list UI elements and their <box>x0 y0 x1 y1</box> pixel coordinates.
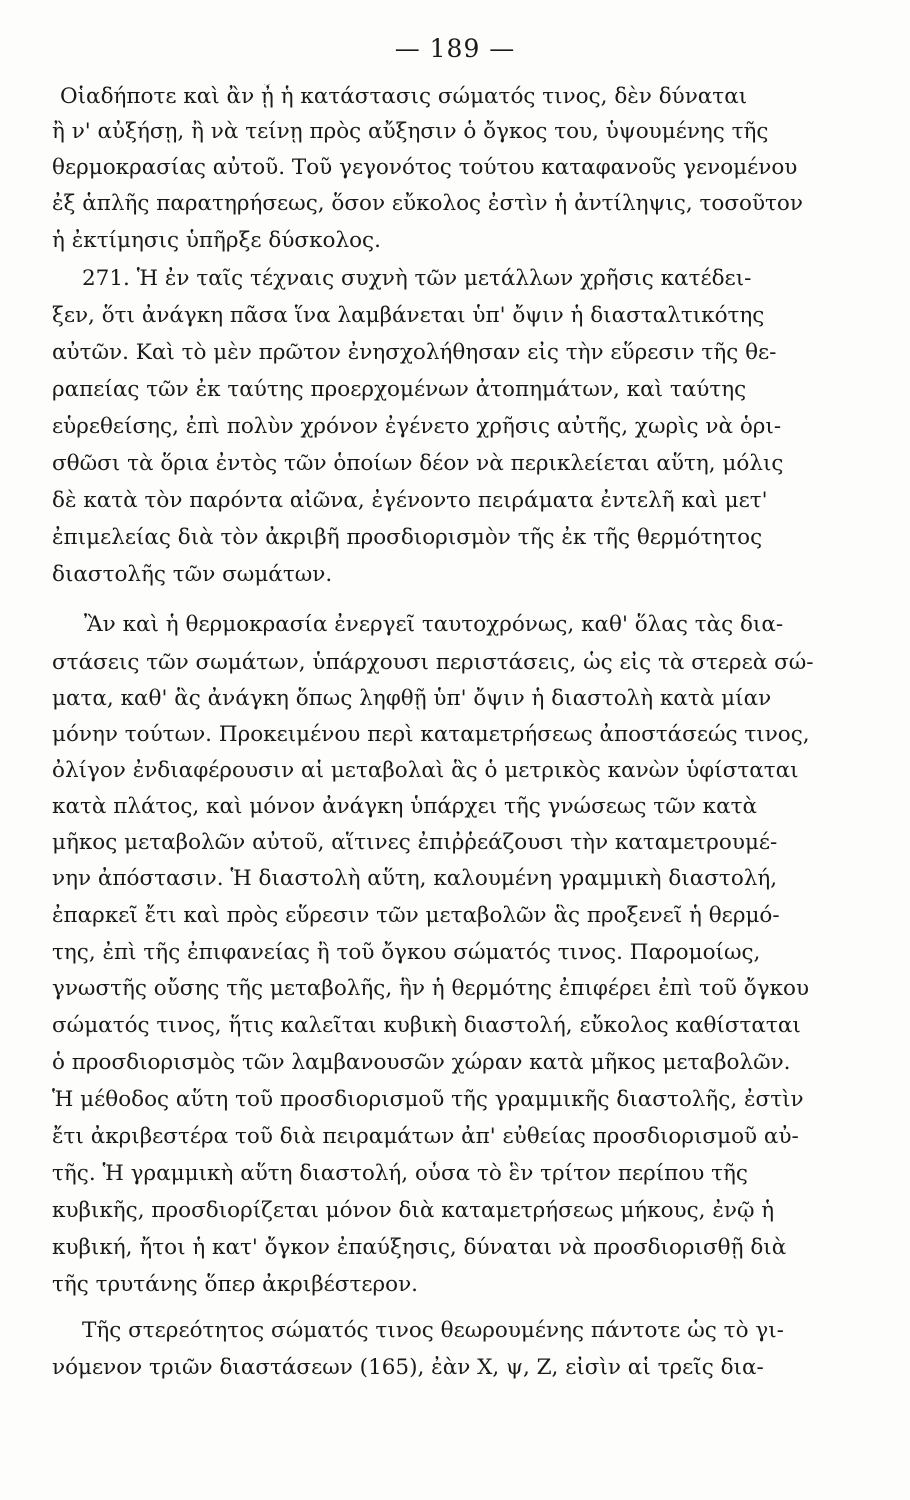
page-number: — 189 — <box>394 34 516 63</box>
text-line: δὲ κατὰ τὸν παρόντα αἰῶνα, ἐγένοντο πειράματα ἐντελῆ καὶ μετ' <box>52 488 768 513</box>
text-line: ὀλίγον ἐνδιαφέρουσιν αἱ μεταβολαὶ ἃς ὁ μετρικὸς κανὼν ὑφίσταται <box>52 758 799 783</box>
text-line: ἐπαρκεῖ ἔτι καὶ πρὸς εὕρεσιν τῶν μεταβολῶν ἃς προξενεῖ ἡ θερμό- <box>52 903 780 928</box>
text-line: αὐτῶν. Καὶ τὸ μὲν πρῶτον ἐνησχολήθησαν εἰς τὴν εὕρεσιν τῆς θε- <box>52 340 777 365</box>
text-line: σώματός τινος, ἥτις καλεῖται κυβικὴ διαστολή, εὔκολος καθίσταται <box>52 1013 801 1038</box>
text-line: 271. Ἡ ἐν ταῖς τέχναις συχνὴ τῶν μετάλλων χρῆσις κατέδει- <box>82 266 752 291</box>
text-line: Τῆς στερεότητος σώματός τινος θεωρουμένης πάντοτε ὡς τὸ γι- <box>82 1318 784 1343</box>
text-line: θερμοκρασίας αὐτοῦ. Τοῦ γεγονότος τούτου καταφανοῦς γενομένου <box>52 155 798 180</box>
text-line: ἢ ν' αὐξήσῃ, ἢ νὰ τείνῃ πρὸς αὔξησιν ὁ ὄγκος του, ὑψουμένης τῆς <box>52 119 769 144</box>
text-line: ξεν, ὅτι ἀνάγκη πᾶσα ἵνα λαμβάνεται ὑπ' ὄψιν ἡ διασταλτικότης <box>52 303 765 328</box>
text-line: εὑρεθείσης, ἐπὶ πολὺν χρόνον ἐγένετο χρῆσις αὐτῆς, χωρὶς νὰ ὁρι- <box>52 414 782 439</box>
text-line: κατὰ πλάτος, καὶ μόνον ἀνάγκη ὑπάρχει τῆς γνώσεως τῶν κατὰ <box>52 794 758 819</box>
text-line: κυβική, ἤτοι ἡ κατ' ὄγκον ἐπαύξησις, δύναται νὰ προσδιορισθῇ διὰ <box>52 1235 787 1260</box>
text-line: Οἱαδήποτε καὶ ἂν ᾖ ἡ κατάστασις σώματός τινος, δὲν δύναται <box>60 84 748 109</box>
text-line: ὁ προσδιορισμὸς τῶν λαμβανουσῶν χώραν κατὰ μῆκος μεταβολῶν. <box>52 1050 791 1075</box>
text-line: νόμενον τριῶν διαστάσεων (165), ἐὰν Χ, ψ, Ζ, εἰσὶν αἱ τρεῖς δια- <box>52 1355 764 1380</box>
text-line: διαστολῆς τῶν σωμάτων. <box>52 562 333 587</box>
text-line: σθῶσι τὰ ὅρια ἐντὸς τῶν ὁποίων δέον νὰ περικλείεται αὕτη, μόλις <box>52 451 784 476</box>
text-line: μῆκος μεταβολῶν αὐτοῦ, αἵτινες ἐπιῤῥεάζουσι τὴν καταμετρουμέ- <box>52 830 778 855</box>
text-line: ἡ ἐκτίμησις ὑπῆρξε δύσκολος. <box>52 228 381 253</box>
text-line: ματα, καθ' ἃς ἀνάγκη ὅπως ληφθῇ ὑπ' ὄψιν ἡ διαστολὴ κατὰ μίαν <box>52 686 772 711</box>
text-line: κυβικῆς, προσδιορίζεται μόνον διὰ καταμετρήσεως μήκους, ἐνῷ ἡ <box>52 1198 775 1223</box>
text-line: ραπείας τῶν ἐκ ταύτης προερχομένων ἀτοπημάτων, καὶ ταύτης <box>52 377 747 402</box>
text-line: ἐπιμελείας διὰ τὸν ἀκριβῆ προσδιορισμὸν τῆς ἐκ τῆς θερμότητος <box>52 525 763 550</box>
text-line: νην ἀπόστασιν. Ἡ διαστολὴ αὕτη, καλουμένη γραμμικὴ διαστολή, <box>52 866 778 891</box>
text-line: Ἡ μέθοδος αὕτη τοῦ προσδιορισμοῦ τῆς γραμμικῆς διαστολῆς, ἐστὶν <box>52 1087 804 1112</box>
text-line: τῆς. Ἡ γραμμικὴ αὕτη διαστολή, οὖσα τὸ ἓν τρίτον περίπου τῆς <box>52 1161 748 1186</box>
text-line: τῆς τρυτάνης ὅπερ ἀκριβέστερον. <box>52 1272 418 1297</box>
text-line: μόνην τούτων. Προκειμένου περὶ καταμετρήσεως ἀποστάσεώς τινος, <box>52 722 810 747</box>
text-line: Ἂν καὶ ἡ θερμοκρασία ἐνεργεῖ ταυτοχρόνως, καθ' ὅλας τὰς δια- <box>84 612 784 637</box>
text-line: στάσεις τῶν σωμάτων, ὑπάρχουσι περιστάσεις, ὡς εἰς τὰ στερεὰ σώ- <box>52 650 814 675</box>
text-line: ἐξ ἁπλῆς παρατηρήσεως, ὅσον εὔκολος ἐστὶν ἡ ἀντίληψις, τοσοῦτον <box>52 191 803 216</box>
text-line: της, ἐπὶ τῆς ἐπιφανείας ἢ τοῦ ὄγκου σώματός τινος. Παρομοίως, <box>52 940 761 965</box>
text-line: γνωστῆς οὔσης τῆς μεταβολῆς, ἣν ἡ θερμότης ἐπιφέρει ἐπὶ τοῦ ὄγκου <box>52 976 810 1001</box>
text-line: ἔτι ἀκριβεστέρα τοῦ διὰ πειραμάτων ἀπ' εὐθείας προσδιορισμοῦ αὐ- <box>52 1124 799 1149</box>
